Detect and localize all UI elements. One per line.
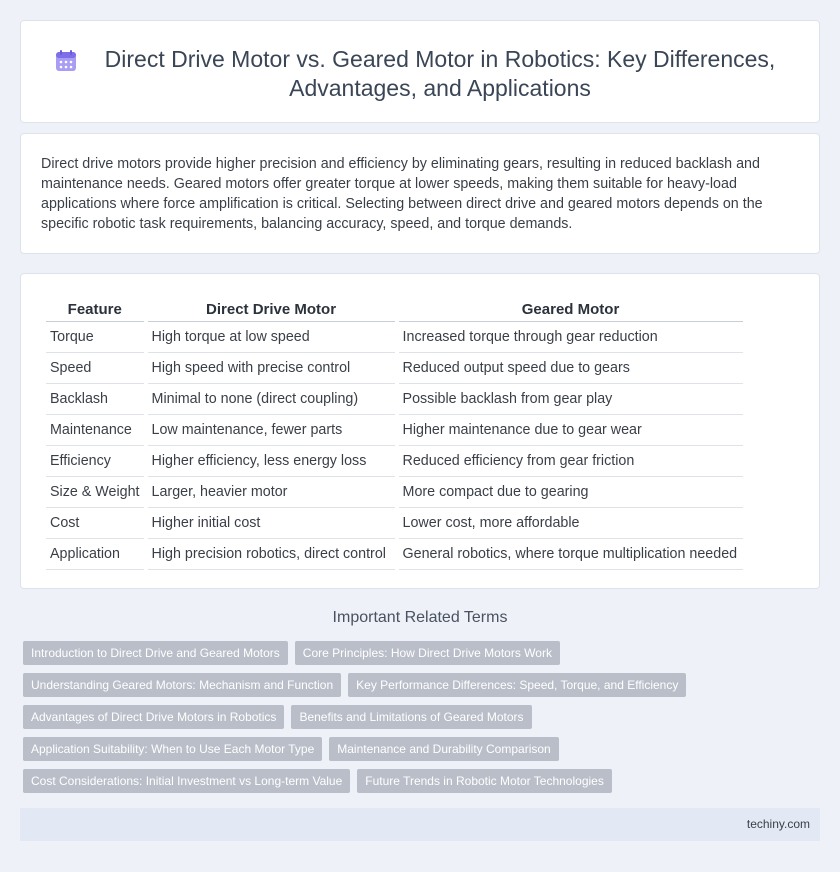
header-geared: Geared Motor [399,294,743,322]
feature-cell: Application [46,539,144,570]
feature-cell: Maintenance [46,415,144,446]
geared-cell: Lower cost, more affordable [399,508,743,539]
direct-drive-cell: Higher initial cost [148,508,395,539]
related-term-tag[interactable]: Understanding Geared Motors: Mechanism and Function [23,673,341,697]
related-term-tag[interactable]: Benefits and Limitations of Geared Motors [291,705,531,729]
table-row [46,384,743,415]
footer-site-link[interactable]: techiny.com [746,817,810,831]
direct-drive-cell: Larger, heavier motor [148,477,395,508]
direct-drive-cell: Low maintenance, fewer parts [148,415,395,446]
feature-cell: Size & Weight [46,477,144,508]
summary-text: Direct drive motors provide higher precision and efficiency by eliminating gears, resulting in reduced backlash and maintenance needs. Geared motors offer greater torque at lower speeds, making them suitable for heavy-load applications where force amplification is critical. Selecting between direct drive and geared motors depends on the specific robotic task requirements, balancing accuracy, speed, and torque demands. [41,156,763,232]
comparison-table [42,294,747,570]
geared-cell: General robotics, where torque multiplication needed [399,539,743,570]
related-term-tag[interactable]: Key Performance Differences: Speed, Torque, and Efficiency [348,673,686,697]
related-term-tag[interactable]: Core Principles: How Direct Drive Motors Work [295,641,560,665]
related-term-tag[interactable]: Cost Considerations: Initial Investment vs Long-term Value [23,769,350,793]
page-title: Direct Drive Motor vs. Geared Motor in Robotics: Key Differences, Advantages, and Applications [104,46,776,101]
table-row [46,415,743,446]
feature-cell: Efficiency [46,446,144,477]
direct-drive-cell: Higher efficiency, less energy loss [148,446,395,477]
geared-cell: Increased torque through gear reduction [399,322,743,353]
summary-card [20,133,820,254]
direct-drive-cell: High torque at low speed [148,322,395,353]
related-term-tag[interactable]: Application Suitability: When to Use Each Motor Type [23,737,322,761]
related-term-tag[interactable]: Future Trends in Robotic Motor Technologies [357,769,612,793]
direct-drive-cell: High precision robotics, direct control [148,539,395,570]
related-term-tag[interactable]: Introduction to Direct Drive and Geared Motors [23,641,288,665]
feature-cell: Cost [46,508,144,539]
feature-cell: Torque [46,322,144,353]
related-terms-heading: Important Related Terms [332,609,508,626]
header-feature: Feature [46,294,144,322]
related-term-tag[interactable]: Advantages of Direct Drive Motors in Robotics [23,705,284,729]
direct-drive-cell: Minimal to none (direct coupling) [148,384,395,415]
geared-cell: Higher maintenance due to gear wear [399,415,743,446]
direct-drive-cell: High speed with precise control [148,353,395,384]
feature-cell: Speed [46,353,144,384]
related-terms-list [23,641,713,801]
table-row [46,539,743,570]
table-row [46,353,743,384]
geared-cell: Possible backlash from gear play [399,384,743,415]
title-card [20,20,820,123]
table-row [46,508,743,539]
geared-cell: Reduced output speed due to gears [399,353,743,384]
feature-cell: Backlash [46,384,144,415]
table-row [46,477,743,508]
comparison-card [20,273,820,589]
table-row [46,322,743,353]
header-direct-drive: Direct Drive Motor [148,294,395,322]
table-header-row [46,294,743,322]
geared-cell: More compact due to gearing [399,477,743,508]
footer [20,808,820,841]
geared-cell: Reduced efficiency from gear friction [399,446,743,477]
table-row [46,446,743,477]
related-term-tag[interactable]: Maintenance and Durability Comparison [329,737,558,761]
